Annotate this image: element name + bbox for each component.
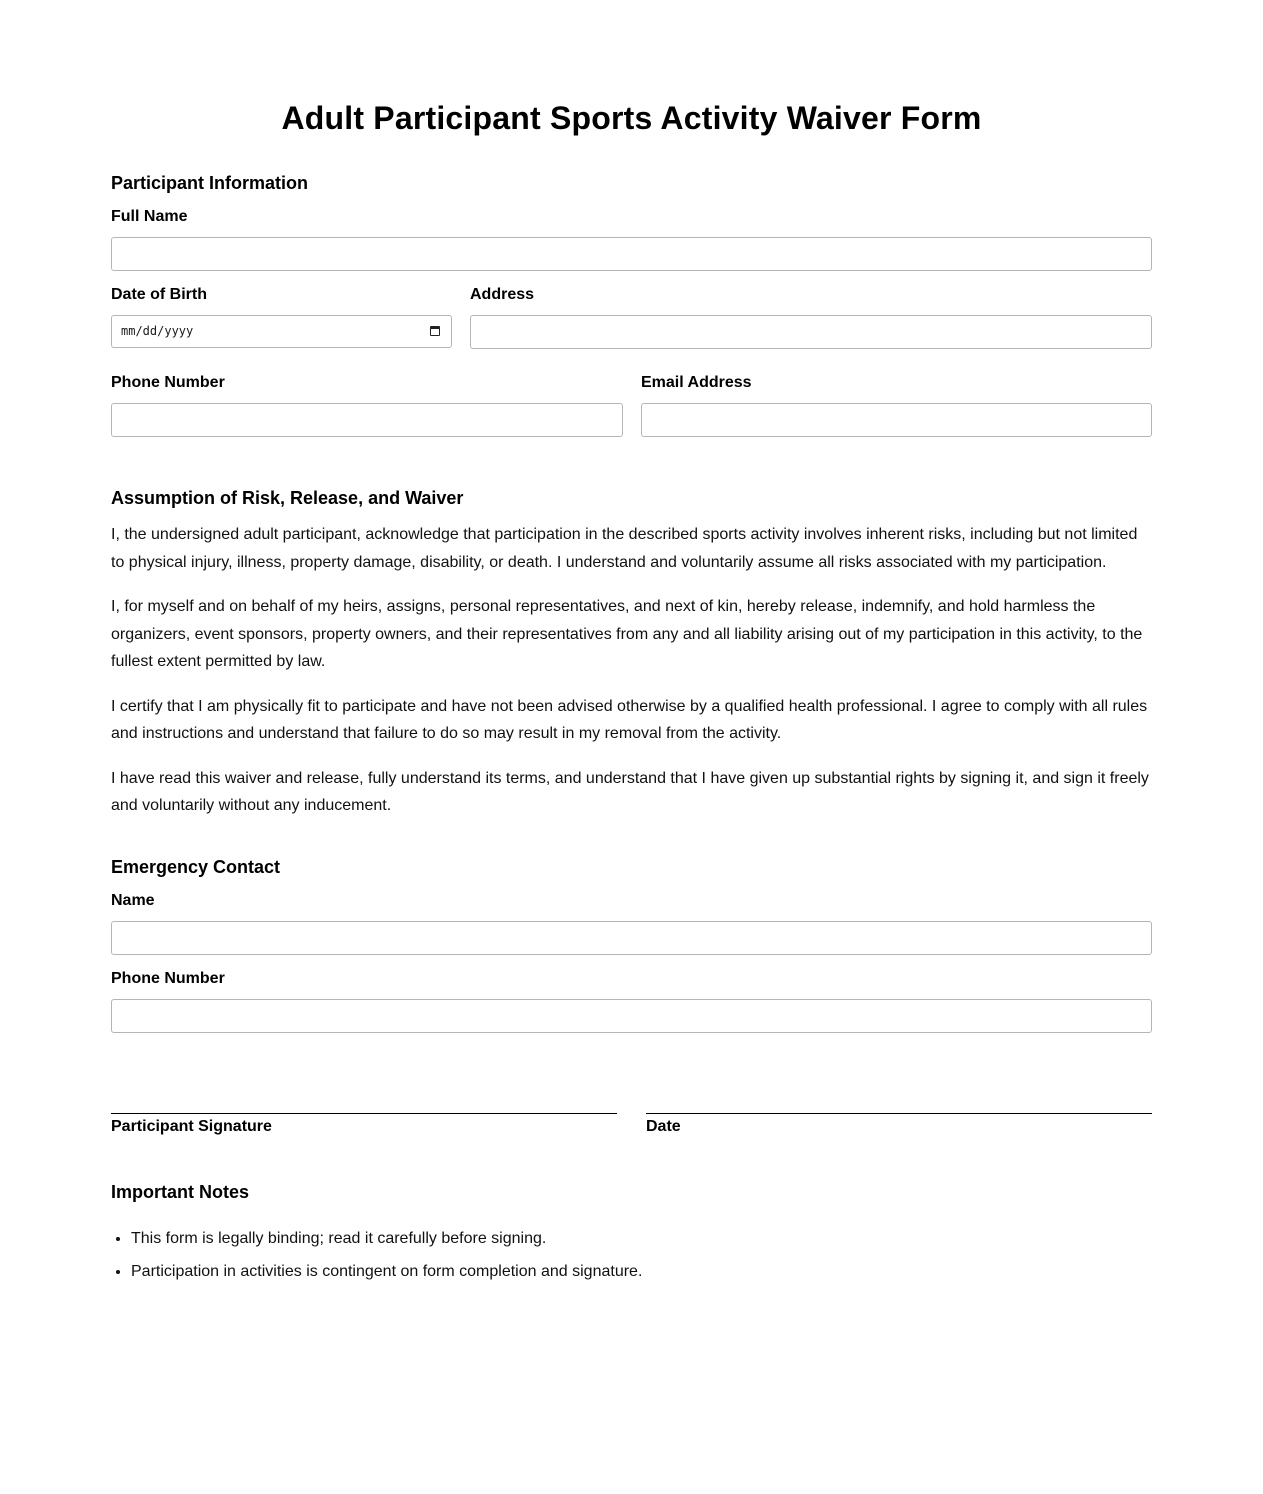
waiver-heading: Assumption of Risk, Release, and Waiver [111, 488, 464, 508]
participant-information-heading: Participant Information [111, 173, 309, 193]
phone-label: Phone Number [111, 374, 225, 391]
email-label: Email Address [641, 374, 752, 391]
address-group [470, 285, 1152, 349]
signature-group [111, 1113, 617, 1137]
list-item: • Participation in activities is contingent on form completion and signature. [131, 1262, 1152, 1282]
emergency-phone-label: Phone Number [111, 969, 225, 987]
address-label: Address [470, 286, 535, 303]
list-item: • This form is legally binding; read it carefully before signing. [131, 1229, 1152, 1249]
dob-address-row [111, 285, 1152, 349]
full-name-group [111, 207, 1152, 271]
emergency-phone-input[interactable] [111, 999, 1152, 1033]
full-name-label: Full Name [111, 208, 188, 225]
emergency-name-group [111, 891, 1152, 955]
waiver-form-page [111, 0, 1152, 1282]
emergency-contact-heading: Emergency Contact [111, 856, 281, 877]
phone-group [111, 373, 623, 437]
dob-label: Date of Birth [111, 286, 207, 303]
waiver-paragraph: I, the undersigned adult participant, acknowledge that participation in the described sports activity involves inherent risks, including but not limited to physical injury, illness, property damage, disability, or death. I understand and voluntarily assume all risks associated with my participation. [111, 526, 1138, 571]
email-group [641, 373, 1152, 437]
signature-label: Participant Signature [111, 1117, 272, 1135]
notes-list [111, 1229, 1152, 1282]
important-notes-heading: Important Notes [111, 1181, 250, 1202]
signature-date-group [646, 1113, 1152, 1137]
important-notes-section [111, 1181, 1152, 1282]
emergency-name-input[interactable] [111, 921, 1152, 955]
waiver-paragraph: I certify that I am physically fit to participate and have not been advised otherwise by a qualified health professional. I agree to comply with all rules and instructions and understand that failure to do so may result in my removal from the activity. [111, 697, 1148, 742]
address-input[interactable] [470, 315, 1152, 349]
emergency-contact-section [111, 856, 1152, 1033]
dob-input[interactable] [111, 315, 452, 348]
signature-line[interactable] [111, 1113, 617, 1114]
participant-information-section [111, 172, 1152, 437]
emergency-phone-group [111, 969, 1152, 1033]
signature-date-label: Date [646, 1117, 681, 1135]
signature-section [111, 1113, 1152, 1137]
waiver-paragraph: I, for myself and on behalf of my heirs, assigns, personal representatives, and next of kin, hereby release, indemnify, and hold harmless the organizers, event sponsors, property owners, and their representatives from any and all liability arising out of my participation in this activity, to the fullest extent permitted by law. [111, 598, 1143, 670]
dob-placeholder: mm/dd/yyyy [121, 324, 194, 338]
phone-input[interactable] [111, 403, 623, 437]
emergency-name-label: Name [111, 891, 155, 909]
dob-group [111, 285, 452, 349]
phone-email-row [111, 373, 1152, 437]
calendar-icon[interactable] [430, 326, 440, 336]
signature-date-line[interactable] [646, 1113, 1152, 1114]
full-name-input[interactable] [111, 237, 1152, 271]
page-title: Adult Participant Sports Activity Waiver Form [281, 100, 982, 136]
waiver-section [111, 487, 1152, 820]
email-input[interactable] [641, 403, 1152, 437]
waiver-paragraph: I have read this waiver and release, fully understand its terms, and understand that I have given up substantial rights by signing it, and sign it freely and voluntarily without any inducement. [111, 769, 1149, 814]
